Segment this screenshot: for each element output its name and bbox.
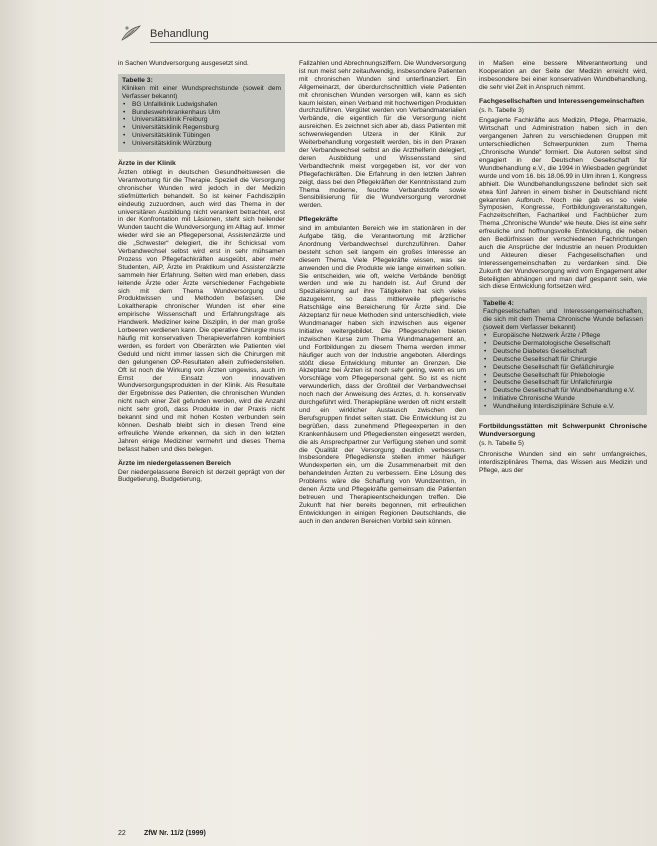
- paragraph-pflegekraefte: sind im ambulanten Bereich wie im stationären in der Aufgabe tätig, die Verantwortung mit ärztlicher Anordnung Verbandwechsel durchzuführen. Daher besteht schon seit langem ein großes Interesse an diesem Thema. Viele Pflegekräfte wissen, was sie anwenden und die Produkte wie lange einwirken sollen. Sie entscheiden, wie oft, welche Verbände benötigt werden und wie zu handeln ist. Auf Grund der Spezialisierung auf ihre Tätigkeiten hat sich vieles dazugelernt, so dass mittlerweile pflegerische Ratschläge eine Bereicherung für Ärzte sind. Die Akzeptanz für neue Methoden sind unterschiedlich, viele Wundmanager haben sich inzwischen aus eigener Initiative weitergebildet. Die Pflegeschulen bieten inzwischen Kurse zum Thema Wundmanagement an, und Fortbildungen zu diesem Thema werden immer häufiger auch von der Industrie angeboten. Allerdings stößt diese Entwicklung mitunter an Grenzen. Die Akzeptanz bei Ärzten ist noch sehr gering, wenn es um Vorschläge vom Pflegepersonal geht. So ist es nicht verwunderlich, dass der Großteil der Verbandwechsel noch nach der Anweisung des Arztes, d. h. konservativ durchgeführt wird. Therapiepläne werden oft nicht erstellt und ein wirklicher Austausch zwischen den Berufsgruppen findet selten statt. Die Entwicklung ist zu begrüßen, dass zunehmend Pflegeexperten in den Krankenhäusern und Pflegediensten eingesetzt werden, die als Ansprechpartner zur Verfügung stehen und somit die Qualität der Versorgung deutlich verbessern. Insbesondere Pflegedienste stellen immer häufiger Wundexperten ein, um die Zusammenarbeit mit den behandelnden Ärzten zu verbessern. Eine Lösung des Problems wäre die Schaffung von Wundzentren, in denen Ärzte und Pflegekräfte gemeinsam die Patienten betreuen und Therapieentscheidungen treffen. Die Zukunft hat hier bereits begonnen, mit erfreulichen Entwicklungen in einigen Regionen Deutschlands, die auch in den anderen Bereichen Vorbild sein können.: [299, 225, 466, 525]
- heading-fortbildung-ref: (s. h. Tabelle 5): [479, 439, 524, 447]
- paragraph-fortbildung: Chronische Wunden sind ein sehr umfangreiches, interdisziplinäres Thema, das Wissen aus Medizin und Pflege, aus der: [479, 450, 647, 474]
- list-item: • Deutsche Diabetes Gesellschaft: [491, 348, 643, 356]
- table-4: [479, 297, 647, 415]
- heading-fortbildung: Fortbildungsstätten mit Schwerpunkt Chronische Wundversorgung: [479, 423, 647, 438]
- heading-fachgesellschaften-ref: (s. h. Tabelle 3): [479, 106, 524, 114]
- leaf-pen-icon: [120, 24, 142, 42]
- list-item: • Wundheilung Interdisziplinäre Schule e.V.: [491, 403, 643, 411]
- journal-reference: ZfW Nr. 11/2 (1999): [143, 830, 206, 837]
- section-title: Behandlung: [150, 28, 209, 40]
- column-3: [479, 60, 647, 478]
- paragraph-kooperation: in Maßen eine bessere Mitverantwortung und Kooperation an der Seite der Medizin erreicht wird, insbesondere bei einer konservativen Wundbehandlung, die sehr viel Zeit in Anspruch nimmt.: [479, 60, 647, 91]
- column-1: [118, 60, 285, 487]
- list-item: • Deutsche Gesellschaft für Gefäßchirurgie: [491, 364, 643, 372]
- heading-klinik: Ärzte in der Klinik: [118, 160, 176, 168]
- list-item: • Deutsche Gesellschaft für Wundbehandlung e.V.: [491, 387, 643, 395]
- table-4-list: [483, 332, 643, 411]
- list-item: • Initiative Chronische Wunde: [491, 395, 643, 403]
- table-3: [118, 74, 285, 152]
- list-item: • Universitätsklinik Regensburg: [130, 124, 281, 132]
- list-item: • Universitätsklinik Freiburg: [130, 116, 281, 124]
- table-3-list: [122, 101, 281, 148]
- page-number: 22: [118, 830, 126, 837]
- paragraph-abrechnung: Fallzahlen und Abrechnungsziffern. Die Wundversorgung ist nun meist sehr zeitaufwendig, insbesondere Patienten mit chronischen Wunden sind unterfinanziert. Ein Allgemeinarzt, der überdurchschnittlich viele Patienten mit chronischen Wunden versorgen will, kann es sich kaum leisten, einen Verband mit hochwertigen Produkten durchzuführen. Vergütet werden von Verbandmaterialien Verbände, die eigentlich für die Versorgung nicht ausreichen. Es zeichnet sich aber ab, dass Patienten mit schwerwiegenden Ulzera in der Klinik zur Weiterbehandlung vorgestellt werden, bis in den Praxen der Verbandwechsel selbst an die Arzthelferin delegiert, deren Ausbildung und Wissensstand sind Verbandtechnik meist vorgegeben ist, vor der von Pflegefachkräften. Die Erfahrung in den letzten Jahren zeigt, dass bei den Pflegekräften der Kenntnisstand zum Thema moderne, feuchte Verbandstoffe sowie Sensibilisierung für die Wundversorgung verordnet werden.: [299, 60, 466, 210]
- list-item: • Deutsche Gesellschaft für Unfallchirurgie: [491, 379, 643, 387]
- paragraph-fachgesellschaften: Engagierte Fachkräfte aus Medizin, Pflege, Pharmazie, Wirtschaft und Administration haben sich in den vergangenen Jahren zu verschiedenen Gruppen mit unterschiedlichen Schwerpunkten zum Thema „Chronische Wunde“ formiert. Die Autoren selbst sind engagiert in der Deutschen Gesellschaft für Wundbehandlung e.V., die 1994 in Wiesbaden gegründet wurde und vom 16. bis 18.06.99 in Ulm ihren 1. Kongress abhielt. Die Wundbehandlungsszene befindet sich seit etwa fünf Jahren in einem bisher in Deutschland nicht gekannten Aufbruch. Noch nie gab es so viele Symposien, Kongresse, Fortbildungsveranstaltungen, Fachzeitschriften, Fachartikel und Fachbücher zum Thema „Chronische Wunde“ wie heute. Dies ist eine sehr erfreuliche und hoffnungsvolle Entwicklung, die neben den Bedürfnissen der verschiedenen Fachrichtungen auch die Ansprüche der Industrie an neuen Produkten und Akteuren dieser Fachgesellschaften und Interessengemeinschaften zu verdanken sind. Die Zukunft der Wundversorgung wird vom Engagement aller Beteiligten abhängen und man darf gespannt sein, wie sich diese Entwicklung fortsetzen wird.: [479, 117, 647, 291]
- heading-niedergelassen: Ärzte im niedergelassenen Bereich: [118, 459, 231, 467]
- paragraph-klinik: Ärzten obliegt in deutschen Gesundheitswesen die Verantwortung für die Therapie. Speziell die Versorgung chronischer Wunden wird jedoch in der Medizin stiefmütterlich behandelt. So ist keiner Fachdisziplin eindeutig zuzuordnen, auch wird das Thema in der universitären Ausbildung nicht verankert betrachtet, erst in der Konfrontation mit Läsionen, steht sich heilender Wunden taucht die Wundversorgung im Alltag auf. Immer wieder wird sie an Pflegepersonal, Assistenzärzte und die „Schwester“ delegiert, die ihr Schicksal vom Verbandwechsel selbst wird erst in sehr mühsamen Prozess von Pflegefachkräften ausgeübt, aber mehr Studenten, AiP, Ärzte im Praktikum und Assistenzärzte sammeln hier Erfahrung. Selten wird man erleben, dass leitende Ärzte oder Ärzte verschiedener Fachgebiete sich mit dem Thema Wundversorgung und Produktwissen und Methoden befassen. Die Lokaltherapie chronischer Wunden ist eher eine empirische Wissenschaft und Erfahrungsfrage als Handwerk. Mediziner keine Disziplin, in der man große Lorbeeren verdienen kann. Die operative Chirurgie muss häufig mit konservativen Therapieverfahren kombiniert werden, es fordert von Oberärzten wie Patienten viel Geduld und nicht immer lassen sich die Chirurgen mit den gelungenen OP-Resultaten allein zufriedenstellen. Oft ist noch die Wirkung von Ärzten ungewiss, auch im Ernst der Einsatz von innovativen Wundversorgungsprodukten in der Klinik. Als Resultate der Ergebnisse des Patienten, die chronischen Wunden nicht nach einer Zeit gefunden werden, wird die Anzahl nicht sehr groß, dass Produkte in der Praxis nicht bekannt sind und mit hohen Kosten verbunden sein können. Deshalb bleibt sich in diesen Trend eine erfreuliche Wende erkennen, da sich in den letzten Jahren einige Mediziner vermehrt und dieses Thema befasst haben und dies belegen.: [118, 168, 285, 453]
- column-2: [299, 60, 466, 529]
- heading-pflegekraefte: Pflegekräfte: [299, 216, 338, 224]
- list-item: • Deutsche Dermatologische Gesellschaft: [491, 340, 643, 348]
- list-item: • Universitätsklinik Würzburg: [130, 140, 281, 148]
- table-4-subtitle: Fachgesellschaften und Interessengemeinschaften, die sich mit dem Thema Chronische Wunde befassen (soweit dem Verfasser bekannt): [483, 308, 643, 332]
- heading-fachgesellschaften: Fachgesellschaften und Interessengemeinschaften: [479, 97, 645, 105]
- list-item: • Europäische Netzwerk Ärzte / Pflege: [491, 332, 643, 340]
- list-item: • Deutsche Gesellschaft für Chirurgie: [491, 356, 643, 364]
- table-3-subtitle: Kliniken mit einer Wundsprechstunde (soweit dem Verfasser bekannt): [122, 84, 281, 100]
- paragraph-intro: in Sachen Wundversorgung ausgesetzt sind.: [118, 60, 249, 67]
- list-item: • Bundeswehrkrankenhaus Ulm: [130, 109, 281, 117]
- paragraph-niedergelassen: Der niedergelassene Bereich ist derzeit geprägt von der Budgetierung, Budgetierung,: [118, 468, 285, 484]
- list-item: • BG Unfallklinik Ludwigshafen: [130, 101, 281, 109]
- list-item: • Universitätsklinik Tübingen: [130, 132, 281, 140]
- header-rule: [150, 42, 657, 43]
- page-footer: [118, 830, 206, 837]
- table-3-title: Tabelle 3:: [122, 76, 153, 84]
- table-4-title: Tabelle 4:: [483, 300, 514, 308]
- list-item: • Deutsche Gesellschaft für Phlebologie: [491, 372, 643, 380]
